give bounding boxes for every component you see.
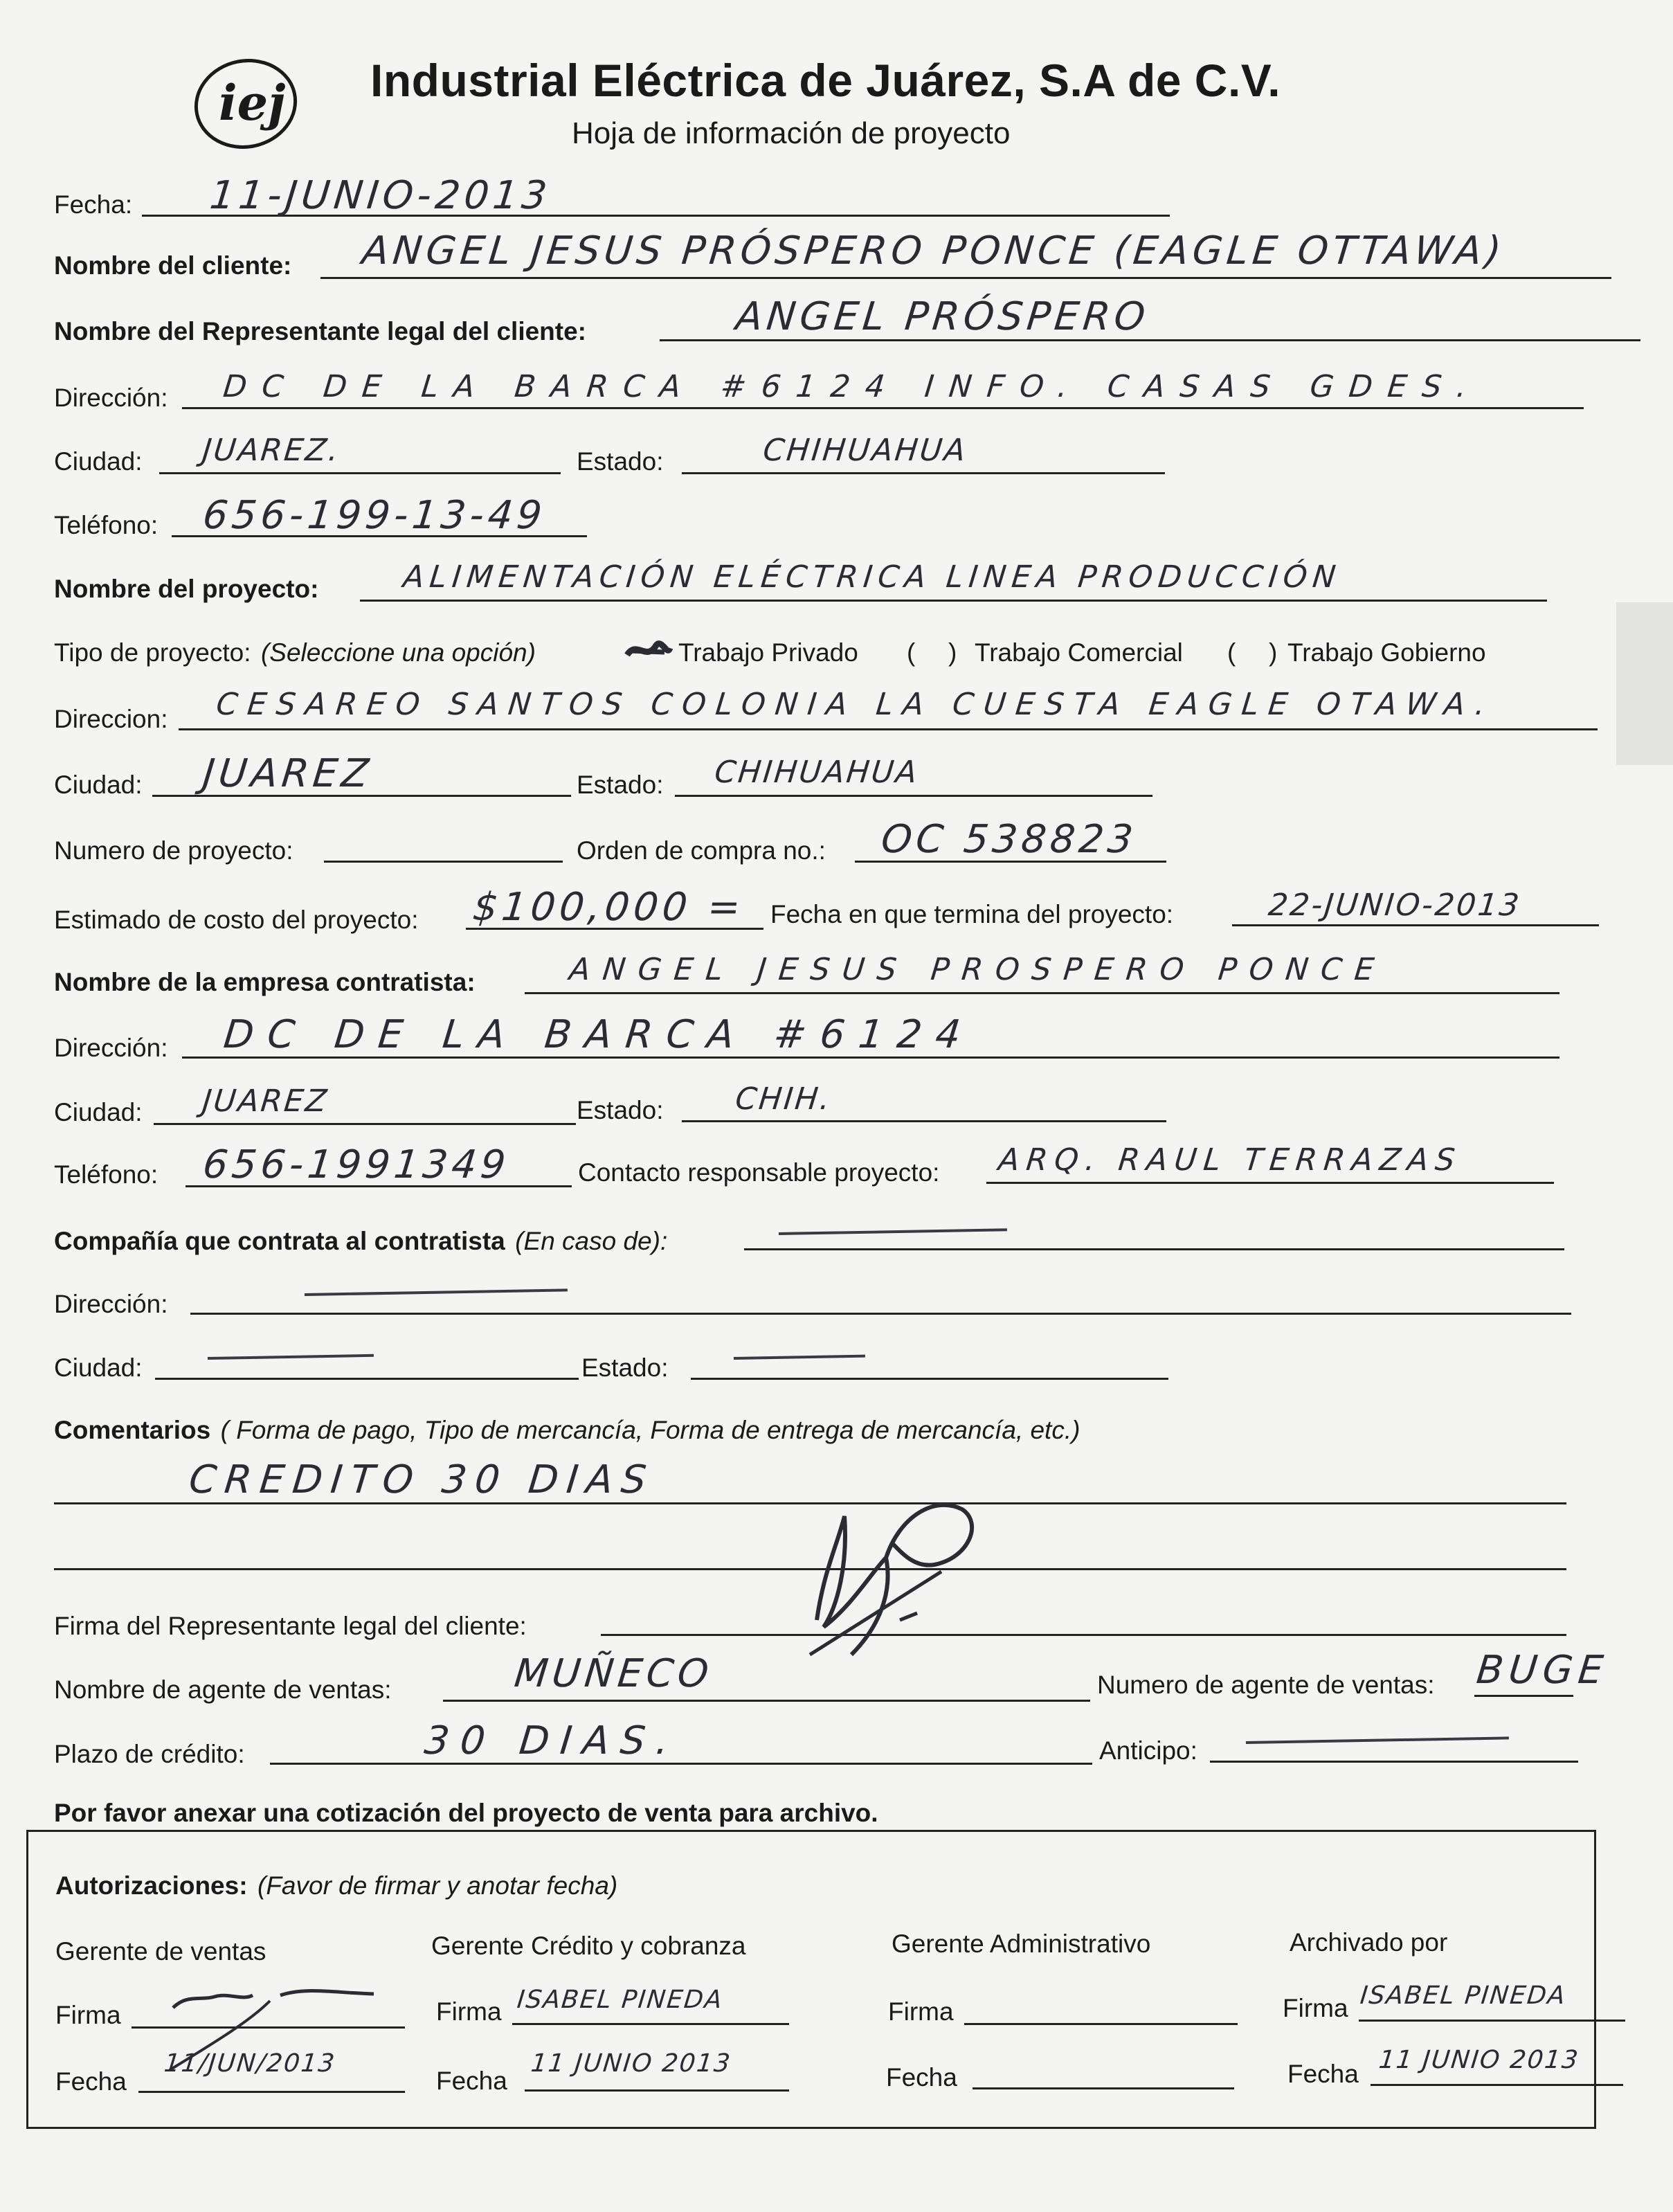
tipo-proyecto-label: Tipo de proyecto: — [54, 638, 251, 667]
comercial-checkbox-open[interactable]: ( — [907, 638, 916, 667]
nombre-cliente-label: Nombre del cliente: — [54, 251, 292, 280]
estimado-costo-label: Estimado de costo del proyecto: — [54, 906, 419, 934]
orden-compra-value[interactable]: OC 538823 — [879, 817, 1139, 862]
agente-ventas-label: Nombre de agente de ventas: — [54, 1675, 392, 1704]
fecha-credito-label: Fecha — [436, 2067, 507, 2095]
ciudad-contratista-value[interactable]: JUAREZ — [201, 1083, 331, 1119]
fecha-admin-line — [973, 2087, 1234, 2089]
direccion-contratista-label: Dirección: — [54, 1034, 168, 1062]
empresa-contratista-label: Nombre de la empresa contratista: — [54, 968, 476, 996]
tipo-proyecto-row — [54, 638, 536, 667]
telefono-value[interactable]: 656-199-13-49 — [201, 493, 548, 538]
firma-admin-line — [964, 2023, 1238, 2025]
firma-archivado-value[interactable]: ISABEL PINEDA — [1359, 1981, 1568, 2010]
autorizaciones-label: Autorizaciones: — [55, 1871, 248, 1900]
ciudad-compania-line — [155, 1378, 579, 1380]
comentarios-hint: ( Forma de pago, Tipo de mercancía, Forma de entrega de mercancía, etc.) — [220, 1416, 1080, 1444]
compania-line — [744, 1248, 1564, 1250]
compania-row — [54, 1227, 667, 1256]
direccion-compania-label: Dirección: — [54, 1290, 168, 1318]
estado-contratista-value[interactable]: CHIH. — [734, 1081, 834, 1117]
representante-label: Nombre del Representante legal del cliente: — [54, 317, 586, 345]
comentarios-row — [54, 1416, 1080, 1445]
contacto-line — [986, 1182, 1554, 1184]
firma-credito-value[interactable]: ISABEL PINEDA — [516, 1986, 725, 2014]
fecha-label: Fecha: — [54, 190, 133, 219]
firma-admin-label: Firma — [888, 1997, 954, 2026]
direccion-proyecto-label: Direccion: — [54, 705, 168, 733]
nombre-proyecto-line — [360, 600, 1547, 602]
estado-label: Estado: — [577, 447, 664, 476]
representante-signature[interactable] — [796, 1489, 990, 1682]
company-name: Industrial Eléctrica de Juárez, S.A de C.V. — [370, 55, 1281, 106]
company-logo — [187, 52, 305, 156]
comentarios-value[interactable]: CREDITO 30 DIAS — [187, 1457, 657, 1502]
fecha-credito-value[interactable]: 11 JUNIO 2013 — [530, 2049, 733, 2078]
estimado-costo-value[interactable]: $100,000 = — [471, 885, 747, 930]
nombre-cliente-value[interactable]: ANGEL JESUS PRÓSPERO PONCE (EAGLE OTTAWA) — [360, 228, 1508, 273]
numero-agente-label: Numero de agente de ventas: — [1097, 1671, 1435, 1699]
anticipo-label: Anticipo: — [1099, 1736, 1197, 1765]
privado-mark-icon — [623, 637, 673, 665]
comercial-checkbox-close[interactable]: ) — [948, 638, 957, 667]
contacto-value[interactable]: ARQ. RAUL TERRAZAS — [997, 1142, 1464, 1178]
fecha-termina-label: Fecha en que termina del proyecto: — [770, 900, 1174, 928]
direccion-compania-dash[interactable] — [305, 1288, 568, 1296]
gobierno-checkbox-close[interactable]: ) — [1269, 638, 1278, 667]
empresa-contratista-value[interactable]: ANGEL JESUS PROSPERO PONCE — [568, 952, 1389, 987]
fecha-termina-line — [1232, 924, 1599, 926]
fecha-archivado-label: Fecha — [1287, 2060, 1359, 2088]
comentarios-label: Comentarios — [54, 1416, 211, 1444]
estado-proyecto-line — [675, 795, 1152, 797]
tipo-proyecto-hint: (Seleccione una opción) — [260, 638, 536, 667]
ciudad-label: Ciudad: — [54, 447, 143, 476]
ciudad-value[interactable]: JUAREZ. — [201, 433, 343, 468]
logo-text: iej — [219, 74, 286, 132]
contacto-label: Contacto responsable proyecto: — [578, 1158, 940, 1187]
estado-contratista-label: Estado: — [577, 1096, 664, 1124]
firma-representante-label: Firma del Representante legal del cliente: — [54, 1612, 527, 1640]
fecha-admin-label: Fecha — [886, 2063, 957, 2092]
direccion-proyecto-value[interactable]: CESAREO SANTOS COLONIA LA CUESTA EAGLE OTAWA. — [215, 687, 1496, 722]
gerente-ventas-header: Gerente de ventas — [55, 1937, 266, 1966]
numero-proyecto-line — [324, 861, 563, 863]
direccion-proyecto-line — [179, 728, 1598, 730]
firma-ventas-label: Firma — [55, 2001, 121, 2029]
anticipo-dash[interactable] — [1246, 1736, 1509, 1744]
orden-compra-label: Orden de compra no.: — [577, 836, 826, 865]
firma-representante-line — [601, 1634, 1566, 1636]
autorizaciones-hint: (Favor de firmar y anotar fecha) — [257, 1871, 618, 1900]
firma-archivado-label: Firma — [1283, 1994, 1348, 2022]
agente-ventas-line — [443, 1700, 1090, 1702]
fecha-ventas-label: Fecha — [55, 2067, 127, 2096]
anticipo-line — [1210, 1761, 1578, 1763]
telefono-contratista-label: Teléfono: — [54, 1160, 159, 1189]
direccion-compania-line — [190, 1313, 1571, 1315]
fecha-ventas-line — [138, 2091, 405, 2093]
ciudad-contratista-line — [154, 1123, 576, 1125]
trabajo-privado-label: Trabajo Privado — [678, 638, 858, 667]
numero-proyecto-label: Numero de proyecto: — [54, 836, 293, 865]
direccion-value[interactable]: DC DE LA BARCA #6124 INFO. CASAS GDES. — [221, 369, 1484, 404]
empresa-contratista-line — [525, 992, 1559, 994]
ciudad-proyecto-value[interactable]: JUAREZ — [201, 751, 375, 796]
ciudad-proyecto-label: Ciudad: — [54, 771, 143, 799]
compania-hint: (En caso de): — [515, 1227, 668, 1255]
representante-line — [660, 339, 1640, 341]
estado-line — [682, 472, 1165, 474]
compania-dash[interactable] — [779, 1228, 1007, 1235]
telefono-label: Teléfono: — [54, 511, 159, 539]
archivado-por-header: Archivado por — [1290, 1928, 1448, 1957]
autorizaciones-row — [55, 1871, 617, 1900]
trabajo-gobierno-label: Trabajo Gobierno — [1287, 638, 1486, 667]
numero-agente-value[interactable]: BUGE — [1474, 1648, 1611, 1693]
form-subtitle: Hoja de información de proyecto — [572, 116, 1011, 150]
trabajo-comercial-label: Trabajo Comercial — [975, 638, 1183, 667]
ciudad-compania-dash[interactable] — [208, 1354, 374, 1360]
gobierno-checkbox-open[interactable]: ( — [1227, 638, 1236, 667]
estado-compania-dash[interactable] — [734, 1355, 865, 1360]
estado-proyecto-value[interactable]: CHIHUAHUA — [713, 755, 921, 790]
agente-ventas-value[interactable]: MUÑECO — [512, 1651, 715, 1696]
estado-value[interactable]: CHIHUAHUA — [761, 433, 969, 468]
plazo-credito-label: Plazo de crédito: — [54, 1740, 245, 1768]
estado-compania-line — [691, 1378, 1168, 1380]
firma-archivado-line — [1359, 2020, 1625, 2022]
estado-proyecto-label: Estado: — [577, 771, 664, 799]
fecha-ventas-value[interactable]: 11/JUN/2013 — [163, 2049, 337, 2078]
firma-credito-line — [512, 2023, 789, 2025]
fecha-termina-value[interactable]: 22-JUNIO-2013 — [1267, 888, 1523, 923]
direccion-contratista-value[interactable]: DC DE LA BARCA #6124 — [221, 1012, 977, 1057]
plazo-credito-line — [270, 1763, 1092, 1765]
estado-compania-label: Estado: — [581, 1354, 669, 1382]
fecha-value[interactable]: 11-JUNIO-2013 — [208, 173, 554, 218]
gerente-admin-header: Gerente Administrativo — [892, 1930, 1151, 1958]
plazo-credito-value[interactable]: 30 DIAS. — [422, 1718, 682, 1763]
estado-contratista-line — [682, 1120, 1166, 1122]
privado-option[interactable] — [623, 637, 673, 665]
direccion-label: Dirección: — [54, 384, 168, 412]
direccion-line — [182, 407, 1584, 409]
fecha-credito-line — [525, 2089, 789, 2092]
ciudad-compania-label: Ciudad: — [54, 1354, 143, 1382]
nombre-cliente-line — [320, 277, 1611, 279]
nombre-proyecto-label: Nombre del proyecto: — [54, 575, 319, 603]
fecha-archivado-value[interactable]: 11 JUNIO 2013 — [1377, 2046, 1581, 2074]
telefono-contratista-value[interactable]: 656-1991349 — [201, 1142, 512, 1187]
ciudad-contratista-label: Ciudad: — [54, 1098, 143, 1126]
fecha-archivado-line — [1371, 2084, 1623, 2086]
numero-agente-line — [1474, 1695, 1573, 1697]
gerente-credito-header: Gerente Crédito y cobranza — [431, 1932, 746, 1960]
ciudad-line — [159, 472, 561, 474]
compania-label: Compañía que contrata al contratista — [54, 1227, 505, 1255]
nombre-proyecto-value[interactable]: ALIMENTACIÓN ELÉCTRICA LINEA PRODUCCIÓN — [401, 559, 1343, 595]
scan-artifact — [1616, 602, 1673, 765]
anexar-note: Por favor anexar una cotización del proyecto de venta para archivo. — [54, 1799, 878, 1827]
firma-credito-label: Firma — [436, 1997, 502, 2026]
representante-value[interactable]: ANGEL PRÓSPERO — [734, 294, 1152, 339]
